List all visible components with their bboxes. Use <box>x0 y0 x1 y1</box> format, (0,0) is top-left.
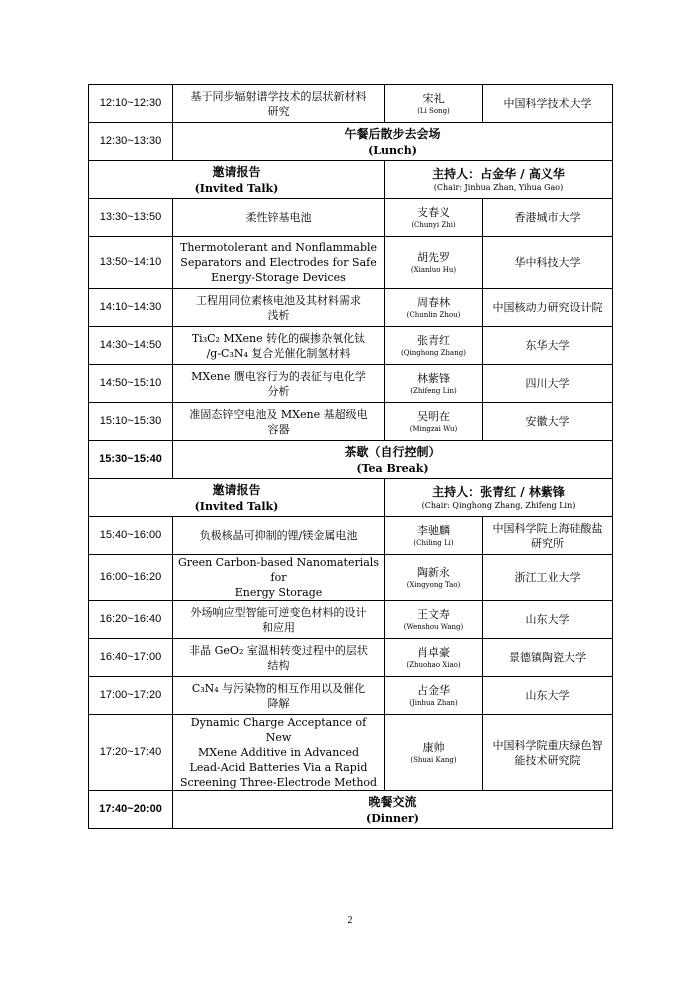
talk-title-line: 容器 <box>267 422 290 436</box>
affiliation-cell <box>483 715 613 791</box>
affiliation-line: 山东大学 <box>525 689 570 702</box>
speaker-name: 王文寿 <box>417 607 450 621</box>
talk-title <box>173 327 385 365</box>
affiliation-line: 中国科学院重庆绿色智 <box>492 738 603 752</box>
affiliation-line: 中国科学院上海硅酸盐 <box>492 521 603 535</box>
affiliation-line: 东华大学 <box>525 339 570 352</box>
break-title: 茶歇（自行控制） <box>344 444 441 459</box>
speaker-name-en: (Zhuohao Xiao) <box>406 660 461 669</box>
break-row <box>89 441 613 479</box>
talk-title-line: 结构 <box>267 658 290 672</box>
time-cell: 16:40~17:00 <box>89 639 173 677</box>
talk-title-line: MXene Additive in Advanced <box>197 746 360 759</box>
talk-title-line: 基于同步辐射谱学技术的层状新材料 <box>190 89 367 103</box>
speaker-name: 张青红 <box>417 333 450 347</box>
schedule-table <box>88 84 613 829</box>
time-cell: 15:10~15:30 <box>89 403 173 441</box>
affiliation-line: 能技术研究院 <box>514 753 581 767</box>
session-header-row <box>89 479 613 517</box>
speaker-cell <box>385 237 483 289</box>
time-cell: 13:50~14:10 <box>89 237 173 289</box>
speaker-name-en: (Shuai Kang) <box>410 755 457 764</box>
speaker-name: 支春义 <box>417 205 450 219</box>
session-chair-en: (Chair: Jinhua Zhan, Yihua Gao) <box>433 183 564 192</box>
affiliation-cell <box>483 403 613 441</box>
talk-title <box>173 517 385 555</box>
affiliation-cell <box>483 289 613 327</box>
chair-cell <box>385 161 613 199</box>
time-cell: 14:50~15:10 <box>89 365 173 403</box>
talk-row <box>89 715 613 791</box>
speaker-name: 胡先罗 <box>417 250 450 264</box>
time-cell: 14:10~14:30 <box>89 289 173 327</box>
talk-title <box>173 289 385 327</box>
talk-title <box>173 715 385 791</box>
session-chair-en: (Chair: Qinghong Zhang, Zhifeng Lin) <box>421 501 576 510</box>
session-header-row <box>89 161 613 199</box>
speaker-name: 吴明在 <box>417 409 450 423</box>
speaker-cell <box>385 601 483 639</box>
talk-title <box>173 199 385 237</box>
talk-row <box>89 601 613 639</box>
talk-title-line: 研究 <box>267 104 290 118</box>
speaker-cell <box>385 327 483 365</box>
affiliation-line: 浙江工业大学 <box>514 571 581 584</box>
affiliation-line: 研究所 <box>531 536 564 550</box>
speaker-name: 肖卓豪 <box>417 645 450 659</box>
affiliation-cell <box>483 199 613 237</box>
session-title: 邀请报告 <box>212 482 261 497</box>
time-cell: 13:30~13:50 <box>89 199 173 237</box>
page-number: 2 <box>347 915 353 926</box>
affiliation-cell <box>483 327 613 365</box>
time-cell: 17:40~20:00 <box>89 791 173 829</box>
speaker-cell <box>385 199 483 237</box>
talk-title-line: 外场响应型智能可逆变色材料的设计 <box>190 605 367 619</box>
talk-title-line: Green Carbon-based Nanomaterials for <box>178 556 379 584</box>
speaker-name: 林紫锋 <box>417 371 450 385</box>
talk-row <box>89 199 613 237</box>
talk-title-line: 和应用 <box>262 620 295 634</box>
talk-title-line: 降解 <box>267 696 290 710</box>
time-cell: 16:00~16:20 <box>89 555 173 601</box>
talk-title-line: 负极核晶可抑制的锂/镁金属电池 <box>199 529 358 542</box>
talk-row <box>89 555 613 601</box>
talk-row <box>89 517 613 555</box>
talk-title <box>173 639 385 677</box>
affiliation-line: 中国核动力研究设计院 <box>492 301 603 314</box>
chair-cell <box>385 479 613 517</box>
affiliation-line: 山东大学 <box>525 613 570 626</box>
affiliation-line: 香港城市大学 <box>514 211 581 224</box>
session-title-cell <box>89 161 385 199</box>
speaker-name: 康帅 <box>422 740 445 754</box>
time-cell: 15:40~16:00 <box>89 517 173 555</box>
affiliation-cell <box>483 677 613 715</box>
talk-title-line: Thermotolerant and Nonflammable <box>179 241 378 254</box>
talk-row <box>89 365 613 403</box>
break-cell <box>173 441 613 479</box>
talk-row <box>89 403 613 441</box>
talk-title-line: 浅析 <box>267 308 290 322</box>
talk-title-line: 柔性锌基电池 <box>245 211 312 224</box>
time-cell: 14:30~14:50 <box>89 327 173 365</box>
talk-title <box>173 601 385 639</box>
talk-row <box>89 677 613 715</box>
session-title-en: (Invited Talk) <box>194 499 279 513</box>
talk-row <box>89 639 613 677</box>
speaker-cell <box>385 639 483 677</box>
break-cell <box>173 123 613 161</box>
speaker-name: 周春林 <box>417 295 450 309</box>
speaker-name-en: (Chunlin Zhou) <box>406 310 461 319</box>
speaker-name-en: (Chunyi Zhi) <box>411 220 456 229</box>
speaker-cell <box>385 289 483 327</box>
talk-title <box>173 85 385 123</box>
speaker-name-en: (Mingzai Wu) <box>409 424 458 433</box>
break-title-en: (Lunch) <box>368 143 417 157</box>
speaker-name-en: (Li Song) <box>417 106 450 115</box>
speaker-name-en: (Chiling Li) <box>413 538 454 547</box>
speaker-name-en: (Jinhua Zhan) <box>409 698 458 707</box>
affiliation-cell <box>483 237 613 289</box>
speaker-cell <box>385 715 483 791</box>
session-title: 邀请报告 <box>212 164 261 179</box>
break-title-en: (Dinner) <box>366 811 419 825</box>
affiliation-cell <box>483 85 613 123</box>
affiliation-line: 景德镇陶瓷大学 <box>509 651 586 664</box>
affiliation-cell <box>483 517 613 555</box>
break-row <box>89 791 613 829</box>
affiliation-line: 安徽大学 <box>525 415 570 428</box>
affiliation-cell <box>483 601 613 639</box>
speaker-cell <box>385 403 483 441</box>
talk-title-line: 分析 <box>267 384 290 398</box>
time-cell: 17:00~17:20 <box>89 677 173 715</box>
speaker-name-en: (Xingyong Tao) <box>406 580 461 589</box>
talk-title-line: /g-C₃N₄ 复合光催化制氢材料 <box>206 346 351 360</box>
break-cell <box>173 791 613 829</box>
speaker-name: 占金华 <box>417 683 450 697</box>
break-title: 午餐后散步去会场 <box>344 126 441 141</box>
speaker-cell <box>385 365 483 403</box>
talk-title <box>173 365 385 403</box>
talk-title-line: C₃N₄ 与污染物的相互作用以及催化 <box>191 681 366 695</box>
time-cell: 16:20~16:40 <box>89 601 173 639</box>
speaker-cell <box>385 555 483 601</box>
talk-title-line: Lead-Acid Batteries Via a Rapid <box>189 761 368 774</box>
talk-row <box>89 327 613 365</box>
speaker-cell <box>385 677 483 715</box>
talk-title-line: MXene 赝电容行为的表征与电化学 <box>191 369 366 383</box>
affiliation-line: 四川大学 <box>525 377 570 390</box>
schedule-body <box>89 85 613 829</box>
talk-title-line: 准固态锌空电池及 MXene 基超级电 <box>189 407 368 421</box>
time-cell: 15:30~15:40 <box>89 441 173 479</box>
talk-title-line: Screening Three-Electrode Method <box>179 776 378 789</box>
talk-title <box>173 555 385 601</box>
session-chair: 主持人：占金华 / 高义华 <box>432 167 565 181</box>
affiliation-cell <box>483 639 613 677</box>
speaker-name-en: (Wenshou Wang) <box>403 622 464 631</box>
talk-row <box>89 289 613 327</box>
break-title: 晚餐交流 <box>368 794 417 809</box>
talk-title <box>173 677 385 715</box>
talk-title-line: Energy-Storage Devices <box>211 271 346 284</box>
speaker-name: 陶新永 <box>417 565 450 579</box>
affiliation-line: 华中科技大学 <box>514 256 581 269</box>
break-row <box>89 123 613 161</box>
speaker-name-en: (Zhifeng Lin) <box>410 386 457 395</box>
session-title-cell <box>89 479 385 517</box>
affiliation-cell <box>483 555 613 601</box>
time-cell: 17:20~17:40 <box>89 715 173 791</box>
talk-row <box>89 85 613 123</box>
speaker-cell <box>385 85 483 123</box>
affiliation-cell <box>483 365 613 403</box>
talk-title-line: 工程用同位素核电池及其材料需求 <box>196 293 361 307</box>
talk-title <box>173 237 385 289</box>
speaker-name-en: (Xianluo Hu) <box>410 265 457 274</box>
talk-title-line: Separators and Electrodes for Safe <box>180 256 377 269</box>
speaker-name: 李驰麟 <box>417 523 450 537</box>
talk-title-line: Ti₃C₂ MXene 转化的碳掺杂氧化钛 <box>191 331 366 345</box>
affiliation-line: 中国科学技术大学 <box>503 97 592 110</box>
time-cell: 12:10~12:30 <box>89 85 173 123</box>
talk-row <box>89 237 613 289</box>
speaker-cell <box>385 517 483 555</box>
speaker-name-en: (Qinghong Zhang) <box>401 348 466 357</box>
speaker-name: 宋礼 <box>422 91 445 105</box>
session-chair: 主持人：张青红 / 林紫锋 <box>432 485 565 499</box>
time-cell: 12:30~13:30 <box>89 123 173 161</box>
talk-title <box>173 403 385 441</box>
session-title-en: (Invited Talk) <box>194 181 279 195</box>
talk-title-line: Dynamic Charge Acceptance of New <box>190 716 367 744</box>
talk-title-line: 非晶 GeO₂ 室温相转变过程中的层状 <box>189 643 368 657</box>
talk-title-line: Energy Storage <box>234 586 323 599</box>
break-title-en: (Tea Break) <box>356 461 429 475</box>
